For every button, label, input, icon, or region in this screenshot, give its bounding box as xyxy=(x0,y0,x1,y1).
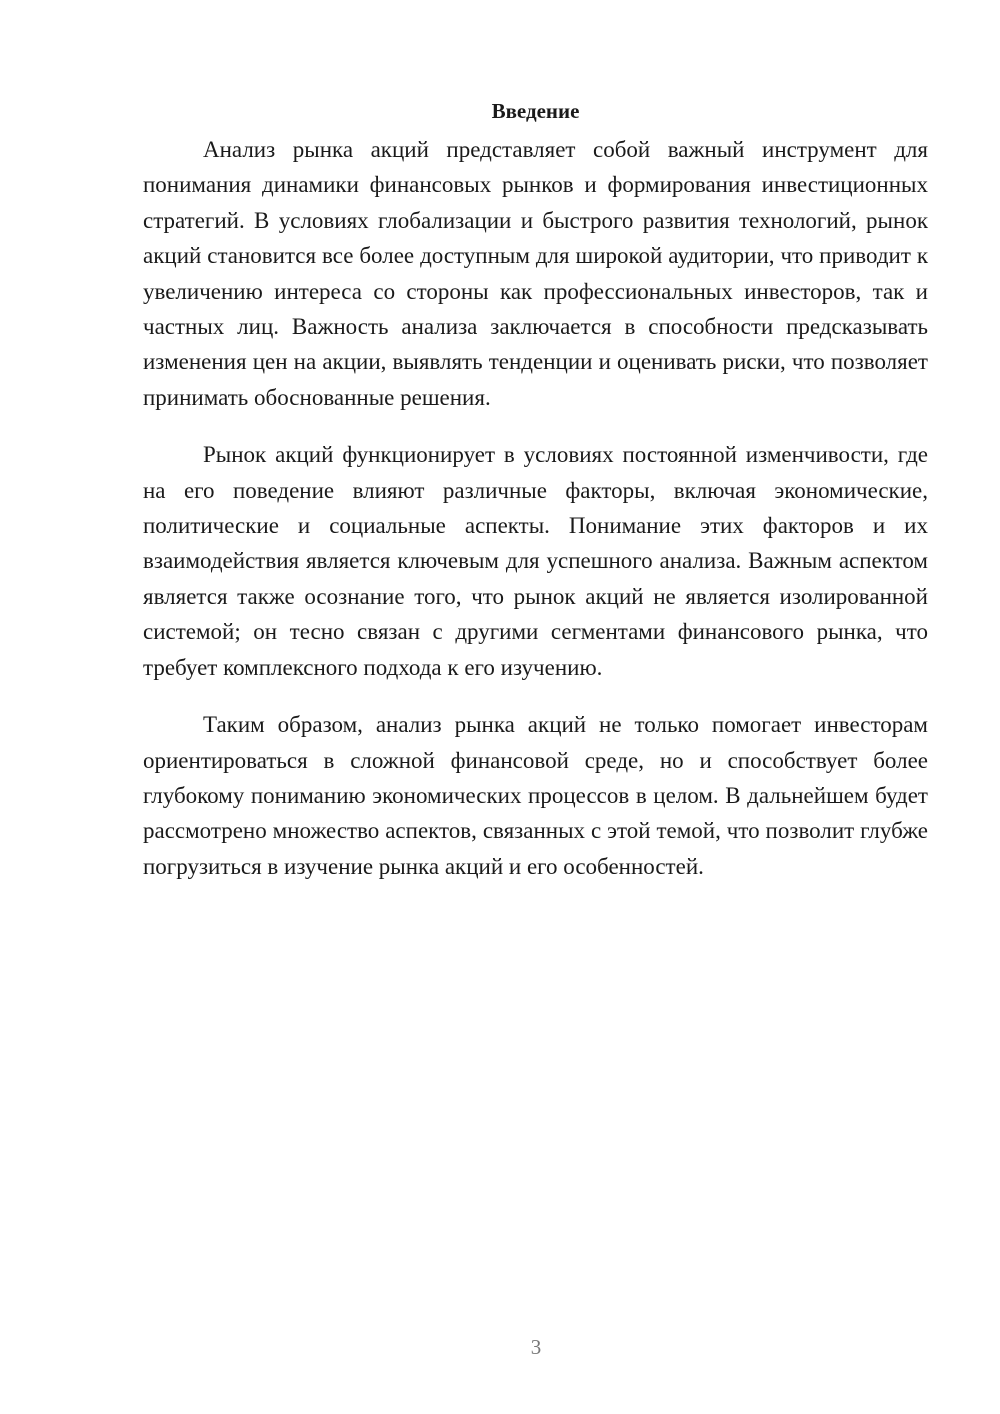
page-content xyxy=(143,96,928,906)
paragraph-3: Таким образом, анализ рынка акций не только помогает инвесторам ориентироваться в сложной финансовой среде, но и способствует более глубокому пониманию экономических процессов в целом. В дальнейшем будет рассмотрено множество аспектов, связанных с этой темой, что позволит глубже погрузиться в изучение рынка акций и его особенностей. xyxy=(143,712,928,879)
paragraph-2: Рынок акций функционирует в условиях постоянной изменчивости, где на его поведение влияют различные факторы, включая экономические, политические и социальные аспекты. Понимание этих факторов и их взаимодействия является ключевым для успешного анализа. Важным аспектом является также осознание того, что рынок акций не является изолированной системой; он тесно связан с другими сегментами финансового рынка, что требует комплексного подхода к его изучению. xyxy=(143,442,928,680)
section-heading: Введение xyxy=(491,99,580,123)
page-number: 3 xyxy=(530,1335,542,1359)
paragraph-1: Анализ рынка акций представляет собой важный инструмент для понимания динамики финансовых рынков и формирования инвестиционных стратегий. В условиях глобализации и быстрого развития технологий, рынок акций становится все более доступным для широкой аудитории, что приводит к увеличению интереса со стороны как профессиональных инвесторов, так и частных лиц. Важность анализа заключается в способности предсказывать изменения цен на акции, выявлять тенденции и оценивать риски, что позволяет принимать обоснованные решения. xyxy=(143,137,928,410)
